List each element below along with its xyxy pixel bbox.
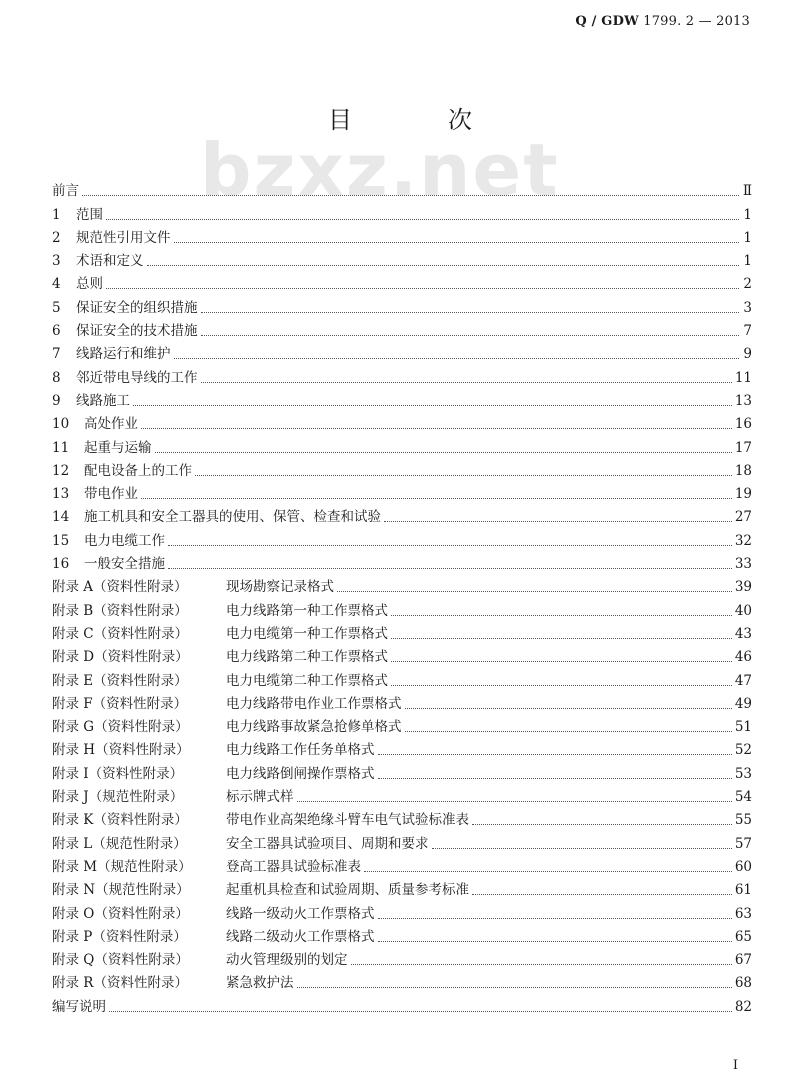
toc-section-number: 4 bbox=[52, 276, 61, 293]
toc-page-number: 51 bbox=[734, 719, 752, 736]
toc-appendix-category: 附录 J（规范性附录） bbox=[52, 789, 184, 806]
toc-leader-dots bbox=[472, 824, 732, 825]
toc-leader-dots bbox=[364, 871, 732, 872]
toc-entry[interactable] bbox=[52, 898, 752, 921]
toc-page-number: 65 bbox=[734, 928, 752, 945]
toc-appendix-category: 附录 K（资料性附录） bbox=[52, 812, 188, 829]
toc-appendix-category: 附录 H（资料性附录） bbox=[52, 742, 190, 759]
toc-entry-label: 一般安全措施 bbox=[84, 556, 165, 573]
toc-page-number: 67 bbox=[734, 952, 752, 969]
toc-leader-dots bbox=[351, 964, 732, 965]
toc-section-number: 8 bbox=[52, 369, 61, 386]
toc-entry-label: 保证安全的技术措施 bbox=[76, 323, 198, 340]
toc-appendix-category: 附录 G（资料性附录） bbox=[52, 719, 189, 736]
toc-page-number: 18 bbox=[734, 462, 752, 479]
toc-leader-dots bbox=[405, 731, 732, 732]
toc-page-number: 11 bbox=[734, 369, 752, 386]
toc-leader-dots bbox=[168, 545, 732, 546]
toc-section-number: 3 bbox=[52, 253, 61, 270]
toc-section-number: 5 bbox=[52, 299, 61, 316]
toc-appendix-category: 附录 Q（资料性附录） bbox=[52, 952, 189, 969]
toc-entry-label: 线路一级动火工作票格式 bbox=[226, 905, 375, 922]
toc-section-number: 11 bbox=[52, 439, 70, 456]
toc-page-number: 39 bbox=[734, 579, 752, 596]
toc-leader-dots bbox=[106, 288, 739, 289]
toc-page-number: 47 bbox=[734, 672, 752, 689]
toc-section-number: 2 bbox=[52, 229, 61, 246]
toc-page-number: 68 bbox=[734, 975, 752, 992]
toc-entry-label: 动火管理级别的划定 bbox=[226, 952, 348, 969]
toc-page-number: 19 bbox=[734, 486, 752, 503]
toc-page-number: 52 bbox=[734, 742, 752, 759]
toc-entry-label: 线路运行和维护 bbox=[76, 346, 171, 363]
table-of-contents bbox=[52, 176, 752, 1015]
toc-page-number: 54 bbox=[734, 789, 752, 806]
toc-leader-dots bbox=[391, 615, 732, 616]
toc-page-number: 1 bbox=[743, 253, 752, 270]
toc-section-number: 14 bbox=[52, 509, 70, 526]
toc-entry[interactable] bbox=[52, 945, 752, 968]
toc-page-number: 7 bbox=[743, 323, 752, 340]
toc-entry[interactable] bbox=[52, 223, 752, 246]
toc-page-number: 60 bbox=[734, 858, 752, 875]
toc-section-number: 10 bbox=[52, 416, 70, 433]
toc-section-number: 15 bbox=[52, 532, 70, 549]
toc-entry-label: 邻近带电导线的工作 bbox=[76, 369, 198, 386]
toc-leader-dots bbox=[432, 848, 732, 849]
toc-entry[interactable] bbox=[52, 199, 752, 222]
toc-leader-dots bbox=[141, 428, 732, 429]
toc-entry-label: 电力线路带电作业工作票格式 bbox=[226, 695, 402, 712]
toc-page-number: 53 bbox=[734, 765, 752, 782]
toc-entry[interactable] bbox=[52, 432, 752, 455]
toc-appendix-category: 附录 A（资料性附录） bbox=[52, 579, 188, 596]
standard-code bbox=[575, 14, 750, 29]
toc-leader-dots bbox=[195, 475, 732, 476]
toc-entry-label: 安全工器具试验项目、周期和要求 bbox=[226, 835, 429, 852]
toc-section-number: 16 bbox=[52, 556, 70, 573]
toc-leader-dots bbox=[378, 941, 732, 942]
toc-entry-label: 施工机具和安全工器具的使用、保管、检查和试验 bbox=[84, 509, 381, 526]
toc-leader-dots bbox=[201, 382, 732, 383]
toc-entry-label: 电力线路工作任务单格式 bbox=[226, 742, 375, 759]
toc-entry-label: 编写说明 bbox=[52, 998, 106, 1015]
toc-leader-dots bbox=[106, 219, 739, 220]
toc-entry-label: 范围 bbox=[76, 206, 103, 223]
toc-leader-dots bbox=[168, 568, 732, 569]
toc-leader-dots bbox=[391, 685, 732, 686]
toc-page-number: 33 bbox=[734, 556, 752, 573]
toc-page-number: 63 bbox=[734, 905, 752, 922]
toc-entry[interactable] bbox=[52, 665, 752, 688]
toc-appendix-category: 附录 O（资料性附录） bbox=[52, 905, 189, 922]
toc-entry-label: 线路施工 bbox=[76, 392, 130, 409]
toc-entry[interactable] bbox=[52, 502, 752, 525]
toc-page-number: 3 bbox=[743, 299, 752, 316]
toc-section-number: 7 bbox=[52, 346, 61, 363]
toc-section-number: 13 bbox=[52, 486, 70, 503]
toc-entry-label: 标示牌式样 bbox=[226, 789, 294, 806]
toc-entry-label: 登高工器具试验标准表 bbox=[226, 858, 361, 875]
toc-appendix-category: 附录 I（资料性附录） bbox=[52, 765, 184, 782]
toc-entry[interactable] bbox=[52, 991, 752, 1014]
toc-appendix-category: 附录 N（规范性附录） bbox=[52, 882, 190, 899]
toc-entry[interactable] bbox=[52, 689, 752, 712]
toc-entry[interactable] bbox=[52, 386, 752, 409]
toc-appendix-category: 附录 R（资料性附录） bbox=[52, 975, 188, 992]
toc-entry-label: 带电作业 bbox=[84, 486, 138, 503]
toc-entry[interactable] bbox=[52, 642, 752, 665]
toc-section-number: 12 bbox=[52, 462, 70, 479]
toc-page-number: 61 bbox=[734, 882, 752, 899]
toc-entry[interactable] bbox=[52, 619, 752, 642]
toc-page-number: 1 bbox=[743, 229, 752, 246]
toc-entry-label: 起重机具检查和试验周期、质量参考标准 bbox=[226, 882, 469, 899]
toc-entry-label: 前言 bbox=[52, 183, 79, 200]
toc-entry[interactable] bbox=[52, 805, 752, 828]
toc-leader-dots bbox=[384, 521, 732, 522]
toc-entry-label: 高处作业 bbox=[84, 416, 138, 433]
toc-entry[interactable] bbox=[52, 479, 752, 502]
toc-leader-dots bbox=[378, 918, 732, 919]
toc-entry-label: 保证安全的组织措施 bbox=[76, 299, 198, 316]
toc-entry-label: 紧急救护法 bbox=[226, 975, 294, 992]
toc-entry[interactable] bbox=[52, 246, 752, 269]
toc-leader-dots bbox=[378, 778, 732, 779]
toc-appendix-category: 附录 M（规范性附录） bbox=[52, 858, 192, 875]
toc-leader-dots bbox=[297, 801, 732, 802]
toc-appendix-category: 附录 F（资料性附录） bbox=[52, 695, 188, 712]
toc-entry[interactable] bbox=[52, 852, 752, 875]
toc-entry[interactable] bbox=[52, 525, 752, 548]
toc-appendix-category: 附录 P（资料性附录） bbox=[52, 928, 187, 945]
toc-entry[interactable] bbox=[52, 595, 752, 618]
toc-entry-label: 总则 bbox=[76, 276, 103, 293]
toc-entry-label: 线路二级动火工作票格式 bbox=[226, 928, 375, 945]
toc-entry-label: 配电设备上的工作 bbox=[84, 462, 192, 479]
watermark: bzxz.net bbox=[200, 128, 560, 212]
toc-leader-dots bbox=[391, 638, 732, 639]
toc-leader-dots bbox=[133, 405, 732, 406]
toc-entry[interactable] bbox=[52, 758, 752, 781]
toc-appendix-category: 附录 B（资料性附录） bbox=[52, 602, 188, 619]
toc-entry[interactable] bbox=[52, 712, 752, 735]
toc-page-number: 2 bbox=[743, 276, 752, 293]
toc-entry-label: 电力电缆工作 bbox=[84, 532, 165, 549]
toc-leader-dots bbox=[109, 1011, 732, 1012]
toc-entry[interactable] bbox=[52, 176, 752, 199]
toc-entry[interactable] bbox=[52, 922, 752, 945]
toc-page-number: 1 bbox=[743, 206, 752, 223]
standard-prefix: Q / GDW bbox=[575, 14, 639, 29]
toc-page-number: 32 bbox=[734, 532, 752, 549]
toc-entry[interactable] bbox=[52, 875, 752, 898]
toc-appendix-category: 附录 E（资料性附录） bbox=[52, 672, 188, 689]
toc-leader-dots bbox=[391, 661, 732, 662]
toc-entry-label: 带电作业高架绝缘斗臂车电气试验标准表 bbox=[226, 812, 469, 829]
toc-page-number: 55 bbox=[734, 812, 752, 829]
toc-entry-label: 电力线路事故紧急抢修单格式 bbox=[226, 719, 402, 736]
toc-entry[interactable] bbox=[52, 456, 752, 479]
toc-entry[interactable] bbox=[52, 735, 752, 758]
toc-page-number: 13 bbox=[734, 392, 752, 409]
toc-page-number: Ⅱ bbox=[742, 183, 752, 200]
page-title: 目 次 bbox=[328, 106, 508, 134]
toc-section-number: 1 bbox=[52, 206, 61, 223]
toc-appendix-category: 附录 C（资料性附录） bbox=[52, 625, 189, 642]
toc-leader-dots bbox=[378, 754, 732, 755]
toc-leader-dots bbox=[141, 498, 732, 499]
toc-entry-label: 规范性引用文件 bbox=[76, 229, 171, 246]
toc-entry-label: 现场勘察记录格式 bbox=[226, 579, 334, 596]
toc-entry[interactable] bbox=[52, 362, 752, 385]
toc-entry-label: 电力线路第二种工作票格式 bbox=[226, 649, 388, 666]
toc-entry[interactable] bbox=[52, 549, 752, 572]
toc-page-number: 49 bbox=[734, 695, 752, 712]
toc-page-number: 43 bbox=[734, 625, 752, 642]
toc-leader-dots bbox=[201, 312, 740, 313]
toc-page-number: 17 bbox=[734, 439, 752, 456]
toc-leader-dots bbox=[147, 265, 740, 266]
toc-leader-dots bbox=[155, 452, 732, 453]
toc-entry[interactable] bbox=[52, 316, 752, 339]
toc-entry[interactable] bbox=[52, 968, 752, 991]
toc-section-number: 6 bbox=[52, 323, 61, 340]
toc-entry-label: 电力电缆第一种工作票格式 bbox=[226, 625, 388, 642]
toc-leader-dots bbox=[472, 894, 732, 895]
toc-entry[interactable] bbox=[52, 292, 752, 315]
toc-appendix-category: 附录 L（规范性附录） bbox=[52, 835, 187, 852]
standard-number: 1799. 2 — 2013 bbox=[643, 14, 750, 29]
toc-leader-dots bbox=[174, 358, 740, 359]
toc-page-number: 46 bbox=[734, 649, 752, 666]
toc-entry-label: 电力线路倒闸操作票格式 bbox=[226, 765, 375, 782]
toc-leader-dots bbox=[201, 335, 740, 336]
toc-page-number: 9 bbox=[743, 346, 752, 363]
toc-page-number: 57 bbox=[734, 835, 752, 852]
toc-entry[interactable] bbox=[52, 782, 752, 805]
toc-entry[interactable] bbox=[52, 828, 752, 851]
toc-entry-label: 术语和定义 bbox=[76, 253, 144, 270]
toc-page-number: 82 bbox=[734, 998, 752, 1015]
toc-entry-label: 电力电缆第二种工作票格式 bbox=[226, 672, 388, 689]
toc-appendix-category: 附录 D（资料性附录） bbox=[52, 649, 189, 666]
toc-entry-label: 起重与运输 bbox=[84, 439, 152, 456]
toc-entry[interactable] bbox=[52, 269, 752, 292]
toc-section-number: 9 bbox=[52, 392, 61, 409]
page-number: I bbox=[732, 1058, 738, 1073]
toc-leader-dots bbox=[174, 242, 740, 243]
toc-leader-dots bbox=[82, 195, 739, 196]
toc-entry-label: 电力线路第一种工作票格式 bbox=[226, 602, 388, 619]
toc-entry[interactable] bbox=[52, 409, 752, 432]
toc-leader-dots bbox=[405, 708, 732, 709]
toc-entry[interactable] bbox=[52, 572, 752, 595]
toc-page-number: 40 bbox=[734, 602, 752, 619]
toc-page-number: 27 bbox=[734, 509, 752, 526]
toc-leader-dots bbox=[297, 987, 732, 988]
toc-entry[interactable] bbox=[52, 339, 752, 362]
toc-page-number: 16 bbox=[734, 416, 752, 433]
toc-leader-dots bbox=[337, 591, 732, 592]
